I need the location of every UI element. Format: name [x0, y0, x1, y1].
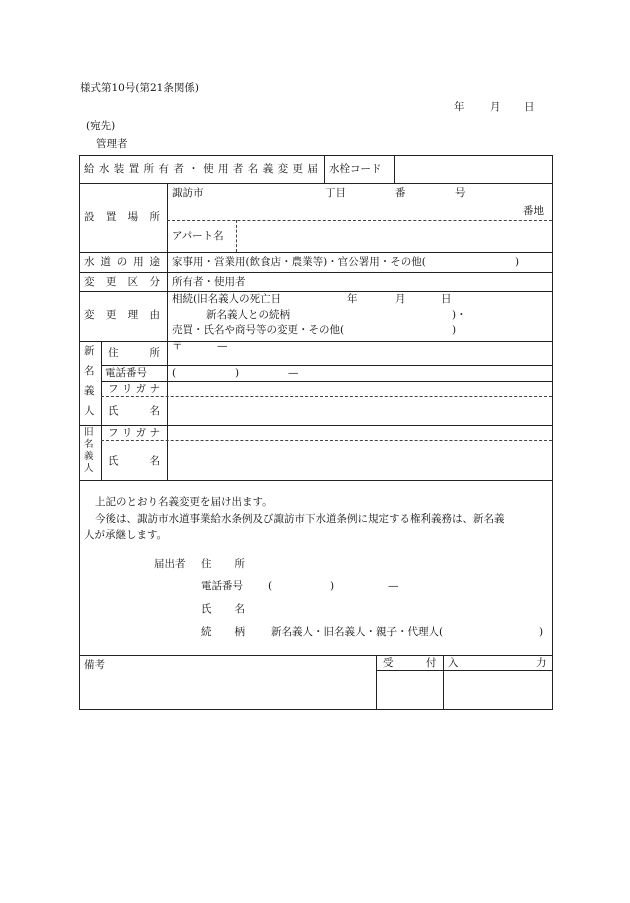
applicant-name-label: 氏 名	[201, 603, 245, 615]
apartment-field[interactable]	[238, 222, 550, 250]
form-title-char: 所	[143, 163, 155, 175]
old-owner-char-2: 名	[84, 439, 94, 450]
applicant-label: 届出者	[154, 558, 186, 570]
form-title-char: 用	[218, 163, 229, 175]
date-month-label: 月	[490, 101, 501, 113]
form-title-char: 者	[173, 163, 184, 175]
applicant-phone-dash: —	[388, 580, 399, 592]
postal-dash: —	[217, 340, 228, 352]
new-phone-field[interactable]	[180, 366, 550, 380]
new-furigana-field[interactable]	[169, 383, 549, 395]
form-title-char: 水	[98, 163, 110, 175]
date-year-label: 年	[454, 101, 465, 113]
form-title-char: 届	[307, 163, 318, 175]
reason-relation: 新名義人との続柄	[206, 309, 290, 321]
form-title-char: 名	[247, 163, 259, 175]
applicant-relation-label: 続 柄	[201, 626, 245, 638]
apartment-label: アパート名	[172, 230, 224, 242]
location-label: 設 置 場 所	[84, 211, 160, 223]
form-title-char: 更	[292, 163, 303, 175]
received-label-1: 受	[383, 657, 394, 669]
old-owner-char-1: 旧	[84, 427, 94, 438]
old-furigana-label: フ リ ガ ナ	[108, 427, 160, 439]
addressee-label: (宛先)	[86, 120, 116, 132]
reason-label: 変 更 理 由	[84, 309, 160, 321]
new-address-label: 住 所	[108, 347, 160, 359]
form-title-char: 変	[277, 163, 289, 175]
applicant-name-field[interactable]	[255, 599, 545, 615]
form-title-char: 者	[232, 163, 244, 175]
form-title-char: 義	[262, 163, 274, 175]
form-title-char: 給	[84, 163, 95, 175]
usage-options[interactable]: 家事用・営業用(飲食店・農業等)・官公署用・その他(	[172, 256, 426, 268]
received-label-2: 付	[426, 657, 437, 669]
applicant-address-field[interactable]	[255, 554, 545, 570]
postal-mark: 〒	[172, 340, 183, 352]
new-furigana-label: フ リ ガ ナ	[108, 383, 160, 395]
new-name-field[interactable]	[169, 398, 549, 423]
reason-month: 月	[395, 293, 406, 305]
reason-day: 日	[441, 293, 452, 305]
input-label-1: 入	[448, 657, 459, 669]
applicant-phone-label: 電話番号	[201, 580, 243, 592]
location-chome: 丁目	[325, 187, 346, 199]
change-type-label: 変 更 区 分	[84, 276, 160, 288]
form-title-char: 置	[128, 163, 140, 175]
declaration-line-2: 今後は、諏訪市水道事業給水条例及び諏訪市下水道条例に規定する権利義務は、新名義	[95, 513, 505, 525]
applicant-relation-close: )	[539, 626, 544, 638]
remarks-field[interactable]	[81, 674, 373, 707]
declaration-line-1: 上記のとおり名義変更を届け出ます。	[95, 496, 273, 508]
form-title	[84, 164, 318, 175]
applicant-address-label: 住 所	[201, 558, 245, 570]
location-city: 諏訪市	[172, 187, 204, 199]
remarks-label: 備考	[84, 659, 105, 671]
form-number: 様式第10号(第21条関係)	[80, 82, 199, 94]
new-name-label: 氏 名	[108, 405, 160, 417]
applicant-relation-options[interactable]: 新名義人・旧名義人・親子・代理人(	[271, 626, 444, 638]
form-title-char: 使	[203, 163, 214, 175]
reason-relation-close: )・	[452, 309, 467, 321]
location-go: 号	[455, 187, 466, 199]
reason-other[interactable]: 売買・氏名や商号等の変更・その他(	[172, 324, 345, 336]
meter-code-field[interactable]	[396, 158, 550, 180]
reason-other-close: )	[452, 324, 457, 336]
input-stamp-area[interactable]	[445, 672, 551, 708]
applicant-phone-field[interactable]	[276, 577, 546, 593]
applicant-phone-close: )	[330, 580, 335, 592]
usage-close-paren: )	[515, 256, 520, 268]
new-phone-open: (	[172, 367, 177, 379]
old-furigana-field[interactable]	[169, 427, 549, 439]
old-owner-char-4: 人	[84, 463, 94, 474]
meter-code-label: 水栓コード	[329, 163, 382, 175]
old-owner-char-3: 義	[84, 451, 94, 462]
reason-inheritance[interactable]: 相続(旧名義人の死亡日	[172, 293, 282, 305]
form-title-char: 有	[158, 163, 169, 175]
new-owner-char-4: 人	[84, 405, 95, 417]
new-owner-char-1: 新	[84, 345, 95, 357]
location-banchi: 番地	[523, 205, 544, 217]
new-phone-close: )	[235, 367, 240, 379]
new-phone-dash: —	[288, 367, 299, 379]
old-name-label: 氏 名	[108, 455, 160, 467]
input-label-2: 力	[536, 657, 547, 669]
new-owner-char-2: 名	[84, 365, 95, 377]
reason-year: 年	[347, 293, 358, 305]
old-name-field[interactable]	[169, 442, 549, 478]
form-title-char: 装	[113, 163, 125, 175]
form-title-char: ・	[188, 163, 199, 175]
new-owner-char-3: 義	[84, 385, 95, 397]
change-type-options[interactable]: 所有者・使用者	[172, 276, 246, 288]
new-address-field[interactable]	[169, 351, 549, 363]
addressee-name: 管理者	[96, 138, 128, 150]
applicant-phone-open: (	[268, 580, 273, 592]
usage-label: 水 道 の 用 途	[84, 256, 160, 268]
location-ban: 番	[395, 187, 406, 199]
date-day-label: 日	[524, 101, 535, 113]
received-stamp-area[interactable]	[378, 672, 441, 708]
declaration-line-3: 人が承継します。	[84, 529, 168, 541]
new-phone-label: 電話番号	[105, 367, 147, 379]
